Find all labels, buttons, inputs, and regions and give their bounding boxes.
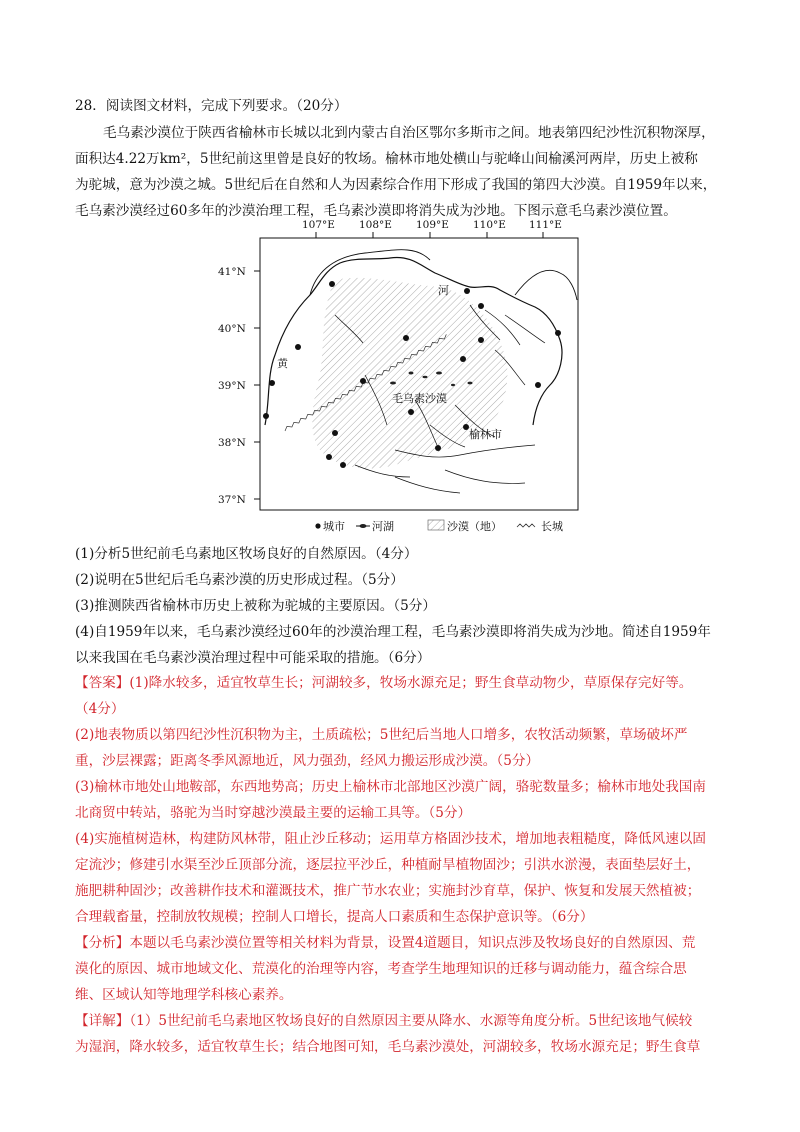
lat-label: 40°N xyxy=(218,323,246,335)
lat-label: 38°N xyxy=(218,437,246,449)
sub-question-4-cont: 以来我国在毛乌素沙漠治理过程中可能采取的措施。（6分） xyxy=(75,650,431,666)
question-title: 28．阅读图文材料，完成下列要求。（20分） xyxy=(75,98,348,114)
legend-city-icon xyxy=(315,523,320,528)
lon-label: 108°E xyxy=(359,219,392,231)
legend-river: 河湖 xyxy=(372,520,394,533)
legend-wall: 长城 xyxy=(541,520,563,533)
answer-line-1: 【答案】(1)降水较多，适宜牧草生长；河湖较多，牧场水源充足；野生食草动物少，草原保存完好等。 xyxy=(75,675,693,691)
answer-line: 北商贸中转站，骆驼为当时穿越沙漠最主要的运输工具等。（5分） xyxy=(75,805,472,821)
detail-line: 为湿润，降水较多，适宜牧草生长；结合地图可知，毛乌素沙漠处，河湖较多，牧场水源充足；野生食草 xyxy=(75,1039,701,1055)
material-line: 为驼城，意为沙漠之城。5世纪后在自然和人为因素综合作用下形成了我国的第四大沙漠。自1959年以来， xyxy=(75,177,717,193)
label-desert: 毛乌素沙漠 xyxy=(392,392,447,405)
mu-us-desert-map xyxy=(215,215,585,535)
legend-city: 城市 xyxy=(323,520,345,533)
answer-line: (4)实施植树造林，构建防风林带，阻止沙丘移动；运用草方格固沙技术，增加地表粗糙度，降低风速以固 xyxy=(75,831,706,847)
lon-label: 107°E xyxy=(302,219,335,231)
answer-line: (2)地表物质以第四纪沙性沉积物为主，土质疏松；5世纪后当地人口增多，农牧活动频繁，草场破坏严 xyxy=(75,727,688,743)
lon-label: 110°E xyxy=(473,219,506,231)
answer-line: 合理载畜量，控制放牧规模；控制人口增长，提高人口素质和生态保护意识等。（6分） xyxy=(75,909,594,925)
sub-question-2: (2)说明在5世纪后毛乌素沙漠的历史形成过程。（5分） xyxy=(75,572,404,588)
lat-label: 41°N xyxy=(218,266,246,278)
material-line: 面积达4.22万km²，5世纪前这里曾是良好的牧场。榆林市地处横山与驼峰山间榆溪河两岸，历史上被称 xyxy=(75,151,698,167)
detail-label: 【详解】 xyxy=(75,1013,130,1029)
sub-question-3: (3)推测陕西省榆林市历史上被称为驼城的主要原因。（5分） xyxy=(75,598,436,614)
analysis-line-1: 【分析】本题以毛乌素沙漠位置等相关材料为背景，设置4道题目，知识点涉及牧场良好的自然原因、荒 xyxy=(75,935,696,951)
answer-line: （4分） xyxy=(75,701,125,717)
answer-line: 定流沙；修建引水渠至沙丘顶部分流，逐层拉平沙丘，种植耐旱植物固沙；引洪水淤漫，表面垫层好土， xyxy=(75,857,701,873)
detail-line-1: 【详解】（1）5世纪前毛乌素地区牧场良好的自然原因主要从降水、水源等角度分析。5世纪该地气候较 xyxy=(75,1013,693,1029)
material-line: 毛乌素沙漠位于陕西省榆林市长城以北到内蒙古自治区鄂尔多斯市之间。地表第四纪沙性沉积物深厚， xyxy=(103,125,715,141)
legend-wall-icon xyxy=(517,524,535,527)
label-huang: 黄 xyxy=(277,357,288,370)
answer-label: 【答案】 xyxy=(75,675,130,691)
lat-label: 39°N xyxy=(218,380,246,392)
lat-label: 37°N xyxy=(218,494,246,506)
answer-line: 重，沙层裸露；距离冬季风源地近，风力强劲，经风力搬运形成沙漠。（5分） xyxy=(75,753,540,769)
map-svg xyxy=(215,215,585,535)
sub-question-4: (4)自1959年以来，毛乌素沙漠经过60年的沙漠治理工程，毛乌素沙漠即将消失成为沙地。简述自1959年 xyxy=(75,624,711,640)
analysis-line: 维、区域认知等地理学科核心素养。 xyxy=(75,987,293,1003)
label-city: 榆林市 xyxy=(469,428,502,441)
sub-question-1: (1)分析5世纪前毛乌素地区牧场良好的自然原因。（4分） xyxy=(75,546,418,562)
lon-label: 111°E xyxy=(529,219,562,231)
analysis-line: 漠化的原因、城市地域文化、荒漠化的治理等内容，考查学生地理知识的迁移与调动能力，蕴含综合思 xyxy=(75,961,687,977)
analysis-label: 【分析】 xyxy=(75,935,130,951)
legend-desert-icon xyxy=(428,520,444,530)
map-legend xyxy=(315,519,563,533)
answer-line: (3)榆林市地处山地鞍部，东西地势高；历史上榆林市北部地区沙漠广阔，骆驼数量多；榆林市地处我国南 xyxy=(75,779,706,795)
label-he: 河 xyxy=(438,284,449,297)
lon-label: 109°E xyxy=(416,219,449,231)
legend-desert: 沙漠（地） xyxy=(447,520,502,533)
answer-line: 施肥耕种固沙；改善耕作技术和灌溉技术，推广节水农业；实施封沙育草，保护、恢复和发展天然植被； xyxy=(75,883,701,899)
material-line: 毛乌素沙漠经过60多年的沙漠治理工程，毛乌素沙漠即将消失成为沙地。下图示意毛乌素沙漠位置。 xyxy=(75,203,677,219)
